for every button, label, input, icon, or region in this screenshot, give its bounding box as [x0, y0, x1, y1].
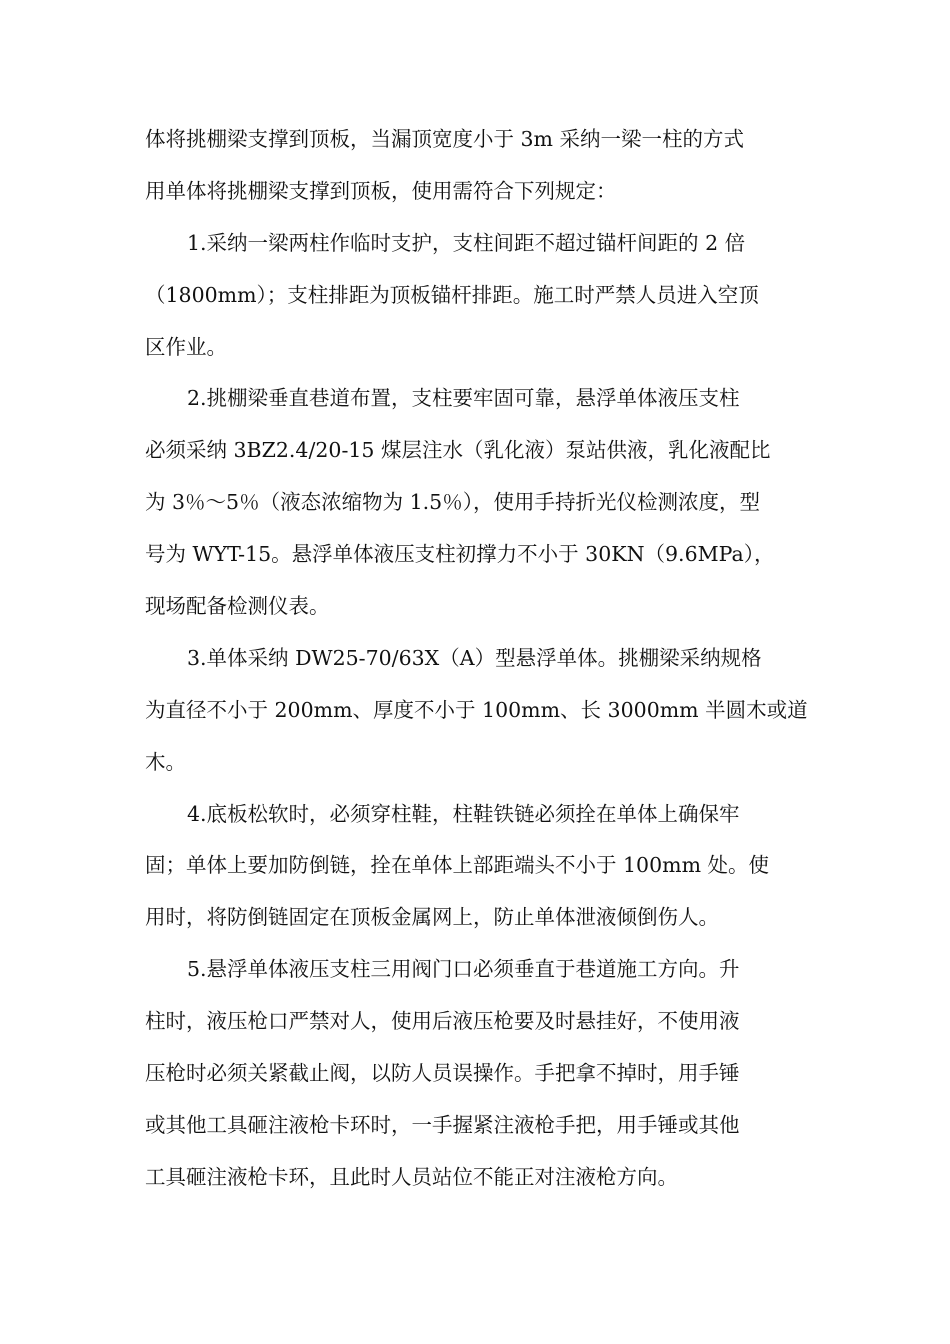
text-line: 柱时，液压枪口严禁对人，使用后液压枪要及时悬挂好，不使用液: [145, 1009, 740, 1034]
text-line: 5.悬浮单体液压支柱三用阀门口必须垂直于巷道施工方向。升: [187, 957, 740, 982]
text-line: 用单体将挑棚梁支撑到顶板，使用需符合下列规定：: [145, 178, 617, 203]
text-line: 必须采纳 3BZ2.4/20-15 煤层注水（乳化液）泵站供液，乳化液配比: [145, 438, 771, 463]
text-line: 用时，将防倒链固定在顶板金属网上，防止单体泄液倾倒伤人。: [145, 905, 719, 930]
text-line: 为直径不小于 200mm、厚度不小于 100mm、长 3000mm 半圆木或道: [145, 697, 808, 722]
text-line: 木。: [145, 749, 186, 774]
text-line: 体将挑棚梁支撑到顶板，当漏顶宽度小于 3m 采纳一梁一柱的方式: [145, 127, 745, 151]
text-line: 区作业。: [145, 334, 227, 359]
text-line: 为 3％～5％（液态浓缩物为 1.5％），使用手持折光仪检测浓度，型: [145, 490, 760, 515]
document-body: [145, 114, 810, 1204]
text-line: （1800mm）；支柱排距为顶板锚杆排距。施工时严禁人员进入空顶: [145, 282, 759, 307]
text-line: 号为 WYT-15。悬浮单体液压支柱初撑力不小于 30KN（9.6MPa），: [145, 542, 775, 567]
text-line: 压枪时必须关紧截止阀，以防人员误操作。手把拿不掉时，用手锤: [145, 1061, 740, 1086]
text-line: 固；单体上要加防倒链，拴在单体上部距端头不小于 100mm 处。使: [145, 853, 770, 878]
text-line: 4.底板松软时，必须穿柱鞋，柱鞋铁链必须拴在单体上确保牢: [187, 801, 740, 826]
text-line: 或其他工具砸注液枪卡环时，一手握紧注液枪手把，用手锤或其他: [145, 1112, 740, 1137]
text-line: 2.挑棚梁垂直巷道布置，支柱要牢固可靠，悬浮单体液压支柱: [187, 386, 740, 411]
text-line: 3.单体采纳 DW25-70/63X（A）型悬浮单体。挑棚梁采纳规格: [187, 645, 762, 670]
text-line: 1.采纳一梁两柱作临时支护，支柱间距不超过锚杆间距的 2 倍: [187, 230, 746, 255]
text-line: 工具砸注液枪卡环，且此时人员站位不能正对注液枪方向。: [145, 1164, 678, 1189]
text-line: 现场配备检测仪表。: [145, 594, 330, 619]
